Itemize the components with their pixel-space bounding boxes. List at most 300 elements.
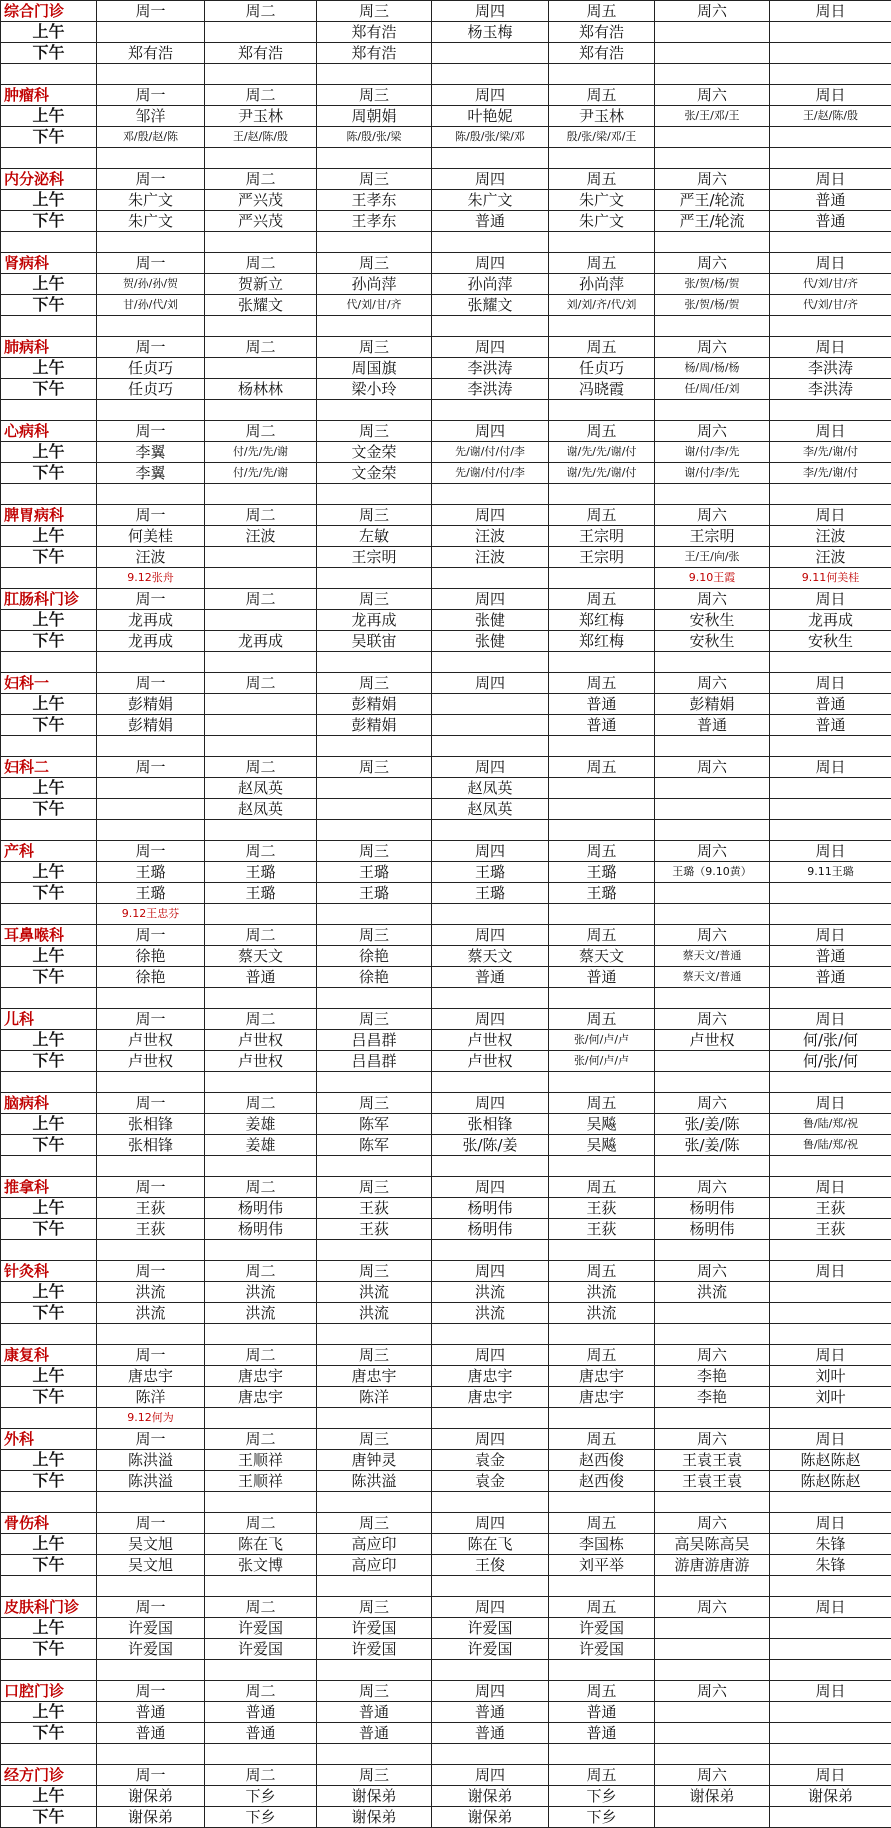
spacer-row xyxy=(1,988,891,1009)
schedule-cell: 杨/周/杨/杨 xyxy=(655,358,770,379)
dept-header-row xyxy=(1,169,891,190)
schedule-cell: 普通 xyxy=(549,694,655,715)
schedule-cell: 严兴茂 xyxy=(205,190,317,211)
schedule-cell xyxy=(655,799,770,820)
session-label: 下午 xyxy=(1,799,97,820)
spacer-cell xyxy=(432,820,549,841)
day-header: 周日 xyxy=(770,925,891,946)
schedule-cell: 先/谢/付/付/李 xyxy=(432,463,549,484)
schedule-cell: 许爱国 xyxy=(317,1639,432,1660)
schedule-cell: 张/姜/陈 xyxy=(655,1135,770,1156)
spacer-cell xyxy=(205,316,317,337)
dept-header-row xyxy=(1,589,891,610)
schedule-cell: 卢世权 xyxy=(205,1051,317,1072)
schedule-cell: 刘叶 xyxy=(770,1387,891,1408)
schedule-cell xyxy=(432,694,549,715)
day-header: 周一 xyxy=(97,1765,205,1786)
day-header: 周六 xyxy=(655,1345,770,1366)
schedule-cell: 谢保弟 xyxy=(317,1786,432,1807)
dept-name: 皮肤科门诊 xyxy=(1,1597,97,1618)
schedule-cell: 普通 xyxy=(205,1723,317,1744)
schedule-cell: 张相锋 xyxy=(97,1114,205,1135)
schedule-row xyxy=(1,526,891,547)
spacer-cell xyxy=(205,1492,317,1513)
schedule-cell: 洪流 xyxy=(97,1303,205,1324)
schedule-cell xyxy=(770,1618,891,1639)
schedule-cell: 下乡 xyxy=(205,1786,317,1807)
day-header: 周一 xyxy=(97,1597,205,1618)
schedule-cell: 严王/轮流 xyxy=(655,211,770,232)
day-header: 周六 xyxy=(655,253,770,274)
spacer-cell xyxy=(317,316,432,337)
spacer-cell xyxy=(549,64,655,85)
day-header: 周日 xyxy=(770,337,891,358)
schedule-cell: 赵西俊 xyxy=(549,1450,655,1471)
schedule-cell: 王宗明 xyxy=(317,547,432,568)
spacer-cell xyxy=(1,484,97,505)
dept-name: 综合门诊 xyxy=(1,1,97,22)
schedule-cell: 赵西俊 xyxy=(549,1471,655,1492)
spacer-cell xyxy=(770,1576,891,1597)
schedule-cell: 梁小玲 xyxy=(317,379,432,400)
day-header: 周二 xyxy=(205,925,317,946)
schedule-row xyxy=(1,463,891,484)
day-header: 周六 xyxy=(655,337,770,358)
day-header: 周日 xyxy=(770,505,891,526)
day-header: 周六 xyxy=(655,1681,770,1702)
day-header: 周六 xyxy=(655,1765,770,1786)
schedule-cell: 李洪涛 xyxy=(770,379,891,400)
schedule-cell: 尹玉林 xyxy=(205,106,317,127)
schedule-cell: 汪波 xyxy=(97,547,205,568)
day-header: 周二 xyxy=(205,421,317,442)
day-header: 周三 xyxy=(317,1093,432,1114)
spacer-cell xyxy=(655,484,770,505)
schedule-cell: 许爱国 xyxy=(205,1639,317,1660)
schedule-row xyxy=(1,22,891,43)
spacer-cell xyxy=(655,1576,770,1597)
spacer-cell xyxy=(317,1156,432,1177)
schedule-cell: 安秋生 xyxy=(655,610,770,631)
day-header: 周四 xyxy=(432,1177,549,1198)
schedule-cell: 洪流 xyxy=(432,1303,549,1324)
dept-header-row xyxy=(1,1429,891,1450)
day-header: 周五 xyxy=(549,1345,655,1366)
spacer-cell xyxy=(1,736,97,757)
day-header: 周日 xyxy=(770,1261,891,1282)
spacer-cell xyxy=(205,1576,317,1597)
spacer-cell xyxy=(770,400,891,421)
schedule-row xyxy=(1,715,891,736)
day-header: 周三 xyxy=(317,1345,432,1366)
session-label: 下午 xyxy=(1,379,97,400)
day-header: 周日 xyxy=(770,1765,891,1786)
schedule-cell: 许爱国 xyxy=(205,1618,317,1639)
schedule-row xyxy=(1,295,891,316)
spacer-cell xyxy=(770,1156,891,1177)
day-header: 周四 xyxy=(432,253,549,274)
day-header: 周六 xyxy=(655,85,770,106)
day-header: 周三 xyxy=(317,925,432,946)
schedule-cell: 普通 xyxy=(317,1702,432,1723)
day-header: 周六 xyxy=(655,1177,770,1198)
schedule-cell: 龙再成 xyxy=(205,631,317,652)
spacer-cell xyxy=(1,904,97,925)
schedule-cell: 谢/付/李/先 xyxy=(655,442,770,463)
spacer-cell xyxy=(317,1240,432,1261)
spacer-cell xyxy=(432,736,549,757)
day-header: 周四 xyxy=(432,1513,549,1534)
dept-header-row xyxy=(1,757,891,778)
day-header: 周日 xyxy=(770,85,891,106)
schedule-cell: 普通 xyxy=(205,967,317,988)
schedule-cell: 郑红梅 xyxy=(549,631,655,652)
schedule-cell: 下乡 xyxy=(549,1786,655,1807)
day-header: 周日 xyxy=(770,673,891,694)
spacer-row xyxy=(1,1324,891,1345)
schedule-cell: 王/王/向/张 xyxy=(655,547,770,568)
spacer-cell xyxy=(655,1492,770,1513)
schedule-cell: 郑有浩 xyxy=(317,22,432,43)
schedule-row xyxy=(1,1807,891,1828)
schedule-row xyxy=(1,1639,891,1660)
spacer-cell xyxy=(205,988,317,1009)
schedule-cell xyxy=(770,22,891,43)
day-header: 周日 xyxy=(770,1345,891,1366)
schedule-row xyxy=(1,1387,891,1408)
dept-header-row xyxy=(1,421,891,442)
schedule-row xyxy=(1,1282,891,1303)
dept-header-row xyxy=(1,1009,891,1030)
dept-name: 儿科 xyxy=(1,1009,97,1030)
schedule-cell: 安秋生 xyxy=(655,631,770,652)
spacer-cell xyxy=(549,484,655,505)
schedule-cell: 谢/付/李/先 xyxy=(655,463,770,484)
spacer-cell xyxy=(549,1492,655,1513)
day-header: 周六 xyxy=(655,169,770,190)
dept-name: 口腔门诊 xyxy=(1,1681,97,1702)
schedule-cell: 张/陈/姜 xyxy=(432,1135,549,1156)
day-header: 周二 xyxy=(205,1,317,22)
spacer-cell xyxy=(1,148,97,169)
day-header: 周四 xyxy=(432,1345,549,1366)
spacer-cell xyxy=(770,316,891,337)
schedule-cell xyxy=(432,715,549,736)
schedule-cell: 龙再成 xyxy=(770,610,891,631)
schedule-cell xyxy=(549,778,655,799)
session-label: 上午 xyxy=(1,1114,97,1135)
spacer-cell xyxy=(770,988,891,1009)
schedule-cell: 李洪涛 xyxy=(432,379,549,400)
day-header: 周二 xyxy=(205,253,317,274)
substitution-note xyxy=(549,1408,655,1429)
spacer-cell xyxy=(205,1156,317,1177)
schedule-cell: 卢世权 xyxy=(432,1030,549,1051)
substitution-note: 9.12王忠芬 xyxy=(97,904,205,925)
schedule-cell: 张文博 xyxy=(205,1555,317,1576)
day-header: 周三 xyxy=(317,589,432,610)
spacer-cell xyxy=(1,316,97,337)
spacer-cell xyxy=(770,1240,891,1261)
session-label: 上午 xyxy=(1,1786,97,1807)
spacer-cell xyxy=(205,736,317,757)
schedule-cell: 刘/刘/齐/代/刘 xyxy=(549,295,655,316)
day-header: 周二 xyxy=(205,505,317,526)
spacer-cell xyxy=(770,652,891,673)
spacer-cell xyxy=(432,1576,549,1597)
schedule-row xyxy=(1,1303,891,1324)
schedule-cell: 谢保弟 xyxy=(432,1807,549,1828)
spacer-row xyxy=(1,820,891,841)
day-header: 周四 xyxy=(432,673,549,694)
schedule-cell: 谢保弟 xyxy=(655,1786,770,1807)
spacer-cell xyxy=(655,1072,770,1093)
schedule-row xyxy=(1,1555,891,1576)
schedule-cell: 代/刘/甘/齐 xyxy=(317,295,432,316)
day-header: 周日 xyxy=(770,1681,891,1702)
schedule-cell: 先/谢/付/付/李 xyxy=(432,442,549,463)
day-header: 周五 xyxy=(549,925,655,946)
schedule-row xyxy=(1,694,891,715)
schedule-cell: 张/何/卢/卢 xyxy=(549,1051,655,1072)
spacer-cell xyxy=(432,1072,549,1093)
schedule-cell: 高应印 xyxy=(317,1555,432,1576)
day-header: 周六 xyxy=(655,1009,770,1030)
schedule-cell xyxy=(205,715,317,736)
dept-header-row xyxy=(1,1765,891,1786)
spacer-cell xyxy=(97,1156,205,1177)
day-header: 周一 xyxy=(97,1009,205,1030)
day-header: 周一 xyxy=(97,1345,205,1366)
schedule-row xyxy=(1,778,891,799)
spacer-cell xyxy=(432,400,549,421)
session-label: 上午 xyxy=(1,274,97,295)
substitution-note xyxy=(770,1408,891,1429)
substitution-note xyxy=(205,568,317,589)
spacer-cell xyxy=(317,652,432,673)
schedule-cell: 唐忠宇 xyxy=(549,1387,655,1408)
schedule-cell: 任贞巧 xyxy=(97,358,205,379)
day-header: 周四 xyxy=(432,1429,549,1450)
day-header: 周五 xyxy=(549,337,655,358)
schedule-cell: 殷/张/梁/邓/王 xyxy=(549,127,655,148)
spacer-cell xyxy=(1,1324,97,1345)
day-header: 周二 xyxy=(205,673,317,694)
session-label: 上午 xyxy=(1,946,97,967)
schedule-cell: 王孝东 xyxy=(317,211,432,232)
dept-name: 外科 xyxy=(1,1429,97,1450)
session-label: 下午 xyxy=(1,1555,97,1576)
day-header: 周四 xyxy=(432,1765,549,1786)
schedule-cell: 许爱国 xyxy=(317,1618,432,1639)
day-header: 周一 xyxy=(97,925,205,946)
schedule-row xyxy=(1,631,891,652)
spacer-cell xyxy=(655,232,770,253)
session-label: 下午 xyxy=(1,1807,97,1828)
schedule-cell: 王/赵/陈/殷 xyxy=(770,106,891,127)
schedule-cell: 洪流 xyxy=(205,1303,317,1324)
day-header: 周一 xyxy=(97,337,205,358)
spacer-cell xyxy=(317,484,432,505)
day-header: 周五 xyxy=(549,169,655,190)
schedule-row xyxy=(1,127,891,148)
schedule-cell: 何/张/何 xyxy=(770,1030,891,1051)
schedule-cell: 张相锋 xyxy=(97,1135,205,1156)
day-header: 周四 xyxy=(432,337,549,358)
schedule-row xyxy=(1,190,891,211)
schedule-cell: 汪波 xyxy=(770,526,891,547)
substitution-note: 9.12张舟 xyxy=(97,568,205,589)
schedule-cell: 吕昌群 xyxy=(317,1051,432,1072)
day-header: 周一 xyxy=(97,1093,205,1114)
schedule-row xyxy=(1,1786,891,1807)
spacer-row xyxy=(1,316,891,337)
spacer-row xyxy=(1,64,891,85)
day-header: 周三 xyxy=(317,85,432,106)
schedule-cell: 甘/孙/代/刘 xyxy=(97,295,205,316)
schedule-cell: 孙尚萍 xyxy=(432,274,549,295)
day-header: 周一 xyxy=(97,1177,205,1198)
schedule-row xyxy=(1,1030,891,1051)
day-header: 周六 xyxy=(655,589,770,610)
schedule-cell xyxy=(770,799,891,820)
spacer-cell xyxy=(770,232,891,253)
spacer-cell xyxy=(770,484,891,505)
spacer-cell xyxy=(549,736,655,757)
schedule-cell: 张健 xyxy=(432,631,549,652)
schedule-cell: 杨明伟 xyxy=(432,1219,549,1240)
schedule-cell: 王宗明 xyxy=(655,526,770,547)
schedule-cell: 王宗明 xyxy=(549,547,655,568)
schedule-cell xyxy=(770,1282,891,1303)
spacer-cell xyxy=(1,232,97,253)
session-label: 下午 xyxy=(1,883,97,904)
spacer-cell xyxy=(317,1576,432,1597)
day-header: 周二 xyxy=(205,1345,317,1366)
spacer-cell xyxy=(432,232,549,253)
spacer-cell xyxy=(770,820,891,841)
schedule-cell: 龙再成 xyxy=(97,610,205,631)
day-header: 周四 xyxy=(432,757,549,778)
day-header: 周五 xyxy=(549,757,655,778)
schedule-cell: 唐忠宇 xyxy=(97,1366,205,1387)
session-label: 上午 xyxy=(1,862,97,883)
dept-name: 内分泌科 xyxy=(1,169,97,190)
spacer-cell xyxy=(317,1744,432,1765)
schedule-row xyxy=(1,1114,891,1135)
schedule-cell: 张/王/邓/王 xyxy=(655,106,770,127)
day-header: 周一 xyxy=(97,589,205,610)
session-label: 下午 xyxy=(1,463,97,484)
spacer-cell xyxy=(432,64,549,85)
schedule-cell: 普通 xyxy=(770,694,891,715)
schedule-cell: 冯晓霞 xyxy=(549,379,655,400)
spacer-row xyxy=(1,400,891,421)
schedule-cell xyxy=(655,1618,770,1639)
schedule-cell: 王/赵/陈/殷 xyxy=(205,127,317,148)
schedule-cell: 王顺祥 xyxy=(205,1450,317,1471)
schedule-cell: 李艳 xyxy=(655,1366,770,1387)
schedule-cell: 李/先/谢/付 xyxy=(770,442,891,463)
spacer-cell xyxy=(97,1744,205,1765)
schedule-cell: 吕昌群 xyxy=(317,1030,432,1051)
spacer-cell xyxy=(97,1660,205,1681)
spacer-cell xyxy=(770,736,891,757)
schedule-cell: 孙尚萍 xyxy=(317,274,432,295)
schedule-cell: 洪流 xyxy=(549,1282,655,1303)
schedule-cell: 普通 xyxy=(770,967,891,988)
day-header: 周六 xyxy=(655,841,770,862)
spacer-cell xyxy=(1,64,97,85)
session-label: 上午 xyxy=(1,1366,97,1387)
schedule-cell xyxy=(97,22,205,43)
substitution-note: 9.12何为 xyxy=(97,1408,205,1429)
schedule-cell: 谢保弟 xyxy=(97,1786,205,1807)
day-header: 周三 xyxy=(317,1765,432,1786)
schedule-cell: 汪波 xyxy=(770,547,891,568)
schedule-cell: 李洪涛 xyxy=(432,358,549,379)
spacer-row xyxy=(1,1660,891,1681)
day-header: 周二 xyxy=(205,169,317,190)
session-label: 上午 xyxy=(1,526,97,547)
dept-header-row xyxy=(1,505,891,526)
schedule-cell xyxy=(205,547,317,568)
spacer-cell xyxy=(97,736,205,757)
schedule-cell: 普通 xyxy=(770,190,891,211)
dept-header-row xyxy=(1,1261,891,1282)
day-header: 周三 xyxy=(317,1513,432,1534)
spacer-cell xyxy=(1,652,97,673)
schedule-cell xyxy=(770,43,891,64)
spacer-cell xyxy=(1,568,97,589)
schedule-cell: 朱锋 xyxy=(770,1534,891,1555)
session-label: 上午 xyxy=(1,778,97,799)
day-header: 周三 xyxy=(317,421,432,442)
schedule-row xyxy=(1,610,891,631)
schedule-cell: 杨玉梅 xyxy=(432,22,549,43)
schedule-cell: 郑有浩 xyxy=(205,43,317,64)
day-header: 周一 xyxy=(97,169,205,190)
day-header: 周六 xyxy=(655,1429,770,1450)
spacer-cell xyxy=(1,1156,97,1177)
day-header: 周六 xyxy=(655,1597,770,1618)
day-header: 周六 xyxy=(655,1,770,22)
schedule-cell: 王顺祥 xyxy=(205,1471,317,1492)
session-label: 下午 xyxy=(1,1387,97,1408)
schedule-cell xyxy=(205,694,317,715)
dept-name: 肾病科 xyxy=(1,253,97,274)
schedule-cell: 王璐 xyxy=(205,862,317,883)
day-header: 周六 xyxy=(655,925,770,946)
day-header: 周日 xyxy=(770,1177,891,1198)
dept-name: 妇科一 xyxy=(1,673,97,694)
schedule-cell: 代/刘/甘/齐 xyxy=(770,274,891,295)
schedule-cell: 王璐 xyxy=(549,862,655,883)
schedule-cell: 卢世权 xyxy=(205,1030,317,1051)
schedule-cell: 吴文旭 xyxy=(97,1555,205,1576)
schedule-cell xyxy=(97,799,205,820)
spacer-cell xyxy=(432,1240,549,1261)
schedule-cell: 洪流 xyxy=(432,1282,549,1303)
dept-name: 产科 xyxy=(1,841,97,862)
schedule-cell: 洪流 xyxy=(317,1303,432,1324)
schedule-cell xyxy=(655,1639,770,1660)
day-header: 周日 xyxy=(770,421,891,442)
dept-name: 推拿科 xyxy=(1,1177,97,1198)
schedule-cell xyxy=(770,778,891,799)
schedule-cell: 唐忠宇 xyxy=(549,1366,655,1387)
spacer-cell xyxy=(317,1660,432,1681)
